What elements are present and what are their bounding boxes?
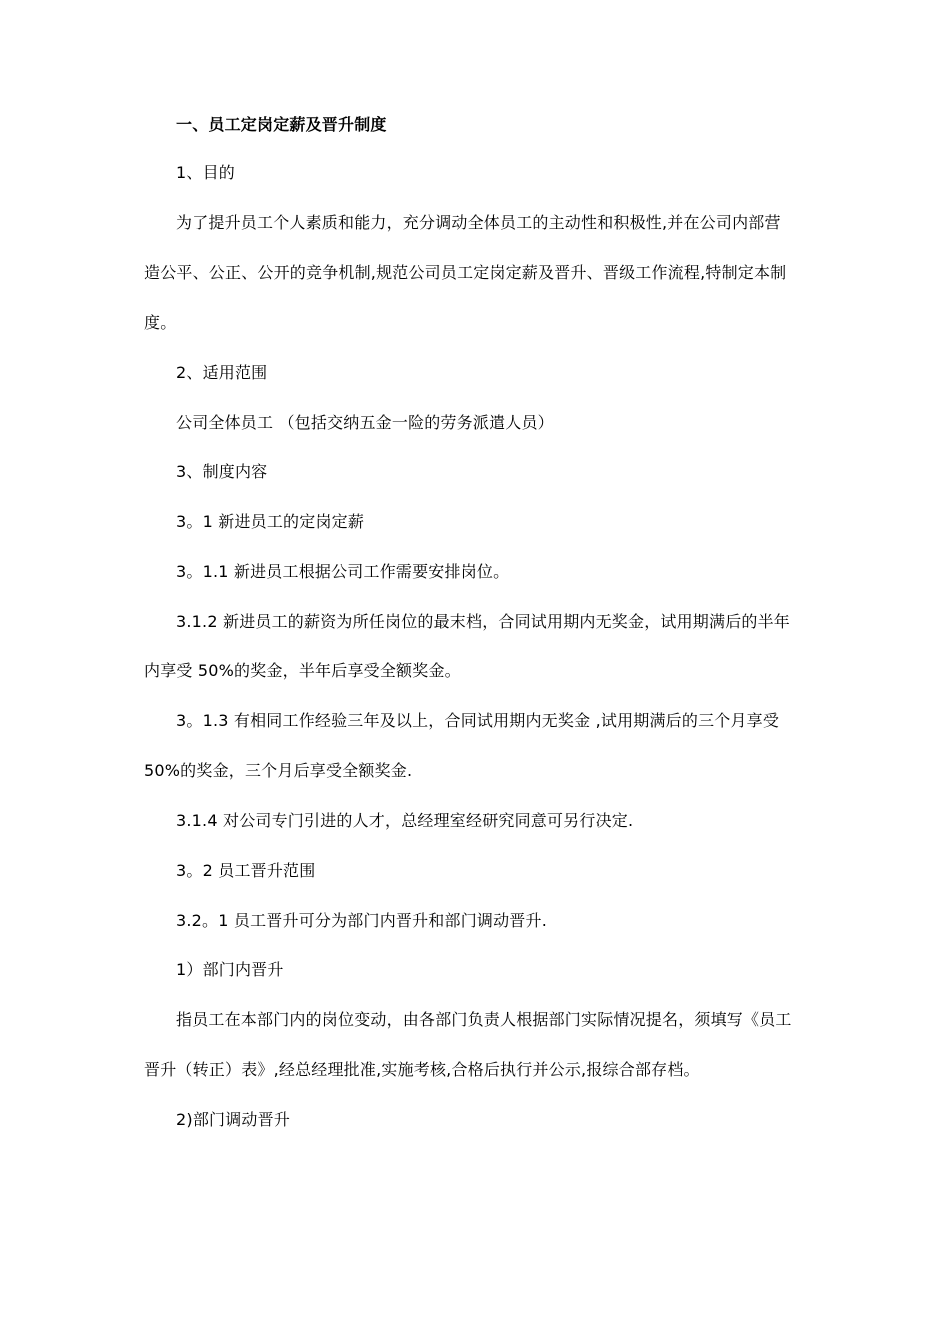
clause-line: 3.1.4 对公司专门引进的人才，总经理室经研究同意可另行决定.	[176, 811, 634, 830]
paragraph-line: 为了提升员工个人素质和能力，充分调动全体员工的主动性和积极性,并在公司内部营	[176, 213, 781, 232]
paragraph-line: 造公平、公正、公开的竞争机制,规范公司员工定岗定薪及晋升、晋级工作流程,特制定本制	[144, 263, 787, 282]
clause-heading: 3。1 新进员工的定岗定薪	[176, 512, 365, 531]
paragraph-line: 公司全体员工 （包括交纳五金一险的劳务派遣人员）	[176, 413, 554, 432]
paragraph-line: 指员工在本部门内的岗位变动，由各部门负责人根据部门实际情况提名，须填写《员工	[176, 1010, 792, 1029]
paragraph-line: 度。	[144, 313, 177, 332]
clause-line: 3。1.1 新进员工根据公司工作需要安排岗位。	[176, 562, 510, 581]
paragraph-line: 晋升（转正）表》,经总经理批准,实施考核,合格后执行并公示,报综合部存档。	[144, 1060, 700, 1079]
clause-heading: 3。2 员工晋升范围	[176, 861, 316, 880]
clause-line: 3.2。1 员工晋升可分为部门内晋升和部门调动晋升.	[176, 911, 547, 930]
clause-line: 内享受 50%的奖金，半年后享受全额奖金。	[144, 661, 461, 680]
clause-line: 50%的奖金，三个月后享受全额奖金.	[144, 761, 413, 780]
subheading-purpose: 1、目的	[176, 163, 235, 182]
section-heading: 一、员工定岗定薪及晋升制度	[176, 115, 387, 134]
subheading-content: 3、制度内容	[176, 462, 268, 481]
list-item-heading: 1）部门内晋升	[176, 960, 284, 979]
subheading-scope: 2、适用范围	[176, 363, 268, 382]
clause-line: 3。1.3 有相同工作经验三年及以上，合同试用期内无奖金 ,试用期满后的三个月享受	[176, 711, 780, 730]
clause-line: 3.1.2 新进员工的薪资为所任岗位的最末档，合同试用期内无奖金，试用期满后的半年	[176, 612, 790, 631]
list-item-heading: 2)部门调动晋升	[176, 1110, 291, 1129]
